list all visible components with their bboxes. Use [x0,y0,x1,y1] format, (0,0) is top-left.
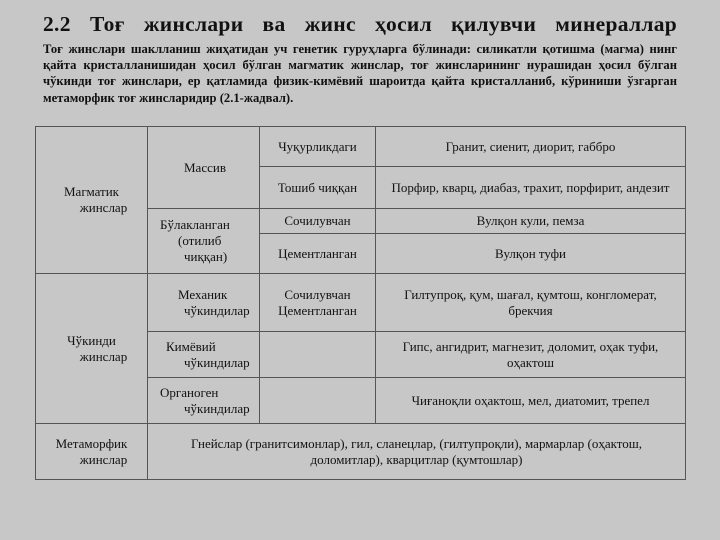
table-row [36,424,686,480]
group-sedimentary: Чўкинди жинслар [36,274,148,424]
type-deep: Чуқурликдаги [260,127,376,167]
subgroup-fragmented: Бўлакланган (отилиб чиққан) [148,209,260,274]
type-mechanical: Сочилувчан Цементланган [260,274,376,332]
examples-loose: Вулқон кули, пемза [376,209,686,234]
rock-classification-table [35,126,686,480]
examples-cemented: Вулқон туфи [376,234,686,274]
section-heading: 2.2 Тоғ жинслари ва жинс ҳосил қилувчи минераллар [43,12,677,36]
group-metamorphic: Метаморфик жинслар [36,424,148,480]
examples-metamorphic: Гнейслар (гранитсимонлар), гил, сланецлар, (гилтупроқли), мармарлар (оҳактош, доломитлар), кварцитлар (қумтошлар) [148,424,686,480]
type-organogenic-empty [260,378,376,424]
type-loose: Сочилувчан [260,209,376,234]
table-row [36,127,686,167]
subgroup-chemical: Кимёвий чўкиндилар [148,332,260,378]
examples-extruded: Порфир, кварц, диабаз, трахит, порфирит, андезит [376,167,686,209]
type-chemical-empty [260,332,376,378]
examples-deep: Гранит, сиенит, диорит, габбро [376,127,686,167]
type-extruded: Тошиб чиққан [260,167,376,209]
table-row [36,274,686,332]
examples-chemical: Гипс, ангидрит, магнезит, доломит, оҳак туфи, оҳактош [376,332,686,378]
type-cemented: Цементланган [260,234,376,274]
examples-mechanical: Гилтупроқ, қум, шағал, қумтош, конгломерат, брекчия [376,274,686,332]
subgroup-organogenic: Органоген чўкиндилар [148,378,260,424]
subgroup-mechanical: Механик чўкиндилар [148,274,260,332]
examples-organogenic: Чиғаноқли оҳактош, мел, диатомит, трепел [376,378,686,424]
intro-paragraph: Тоғ жинслари шаклланиш жиҳатидан уч генетик гуруҳларга бўлинади: силикатли қотишма (магма) нинг қайта кристалланишидан ҳосил бўлган магматик жинслар, тоғ жинсларининг нурашидан ҳосил бўлган чўкинди тоғ жинслари, ер қатламида физик-кимёвий шароитда қайта кристалланиб, кўриниши ўзгарган метаморфик тоғ жинсларидир (2.1-жадвал). [43,42,677,105]
subgroup-massive: Массив [148,127,260,209]
group-magmatic: Магматик жинслар [36,127,148,274]
